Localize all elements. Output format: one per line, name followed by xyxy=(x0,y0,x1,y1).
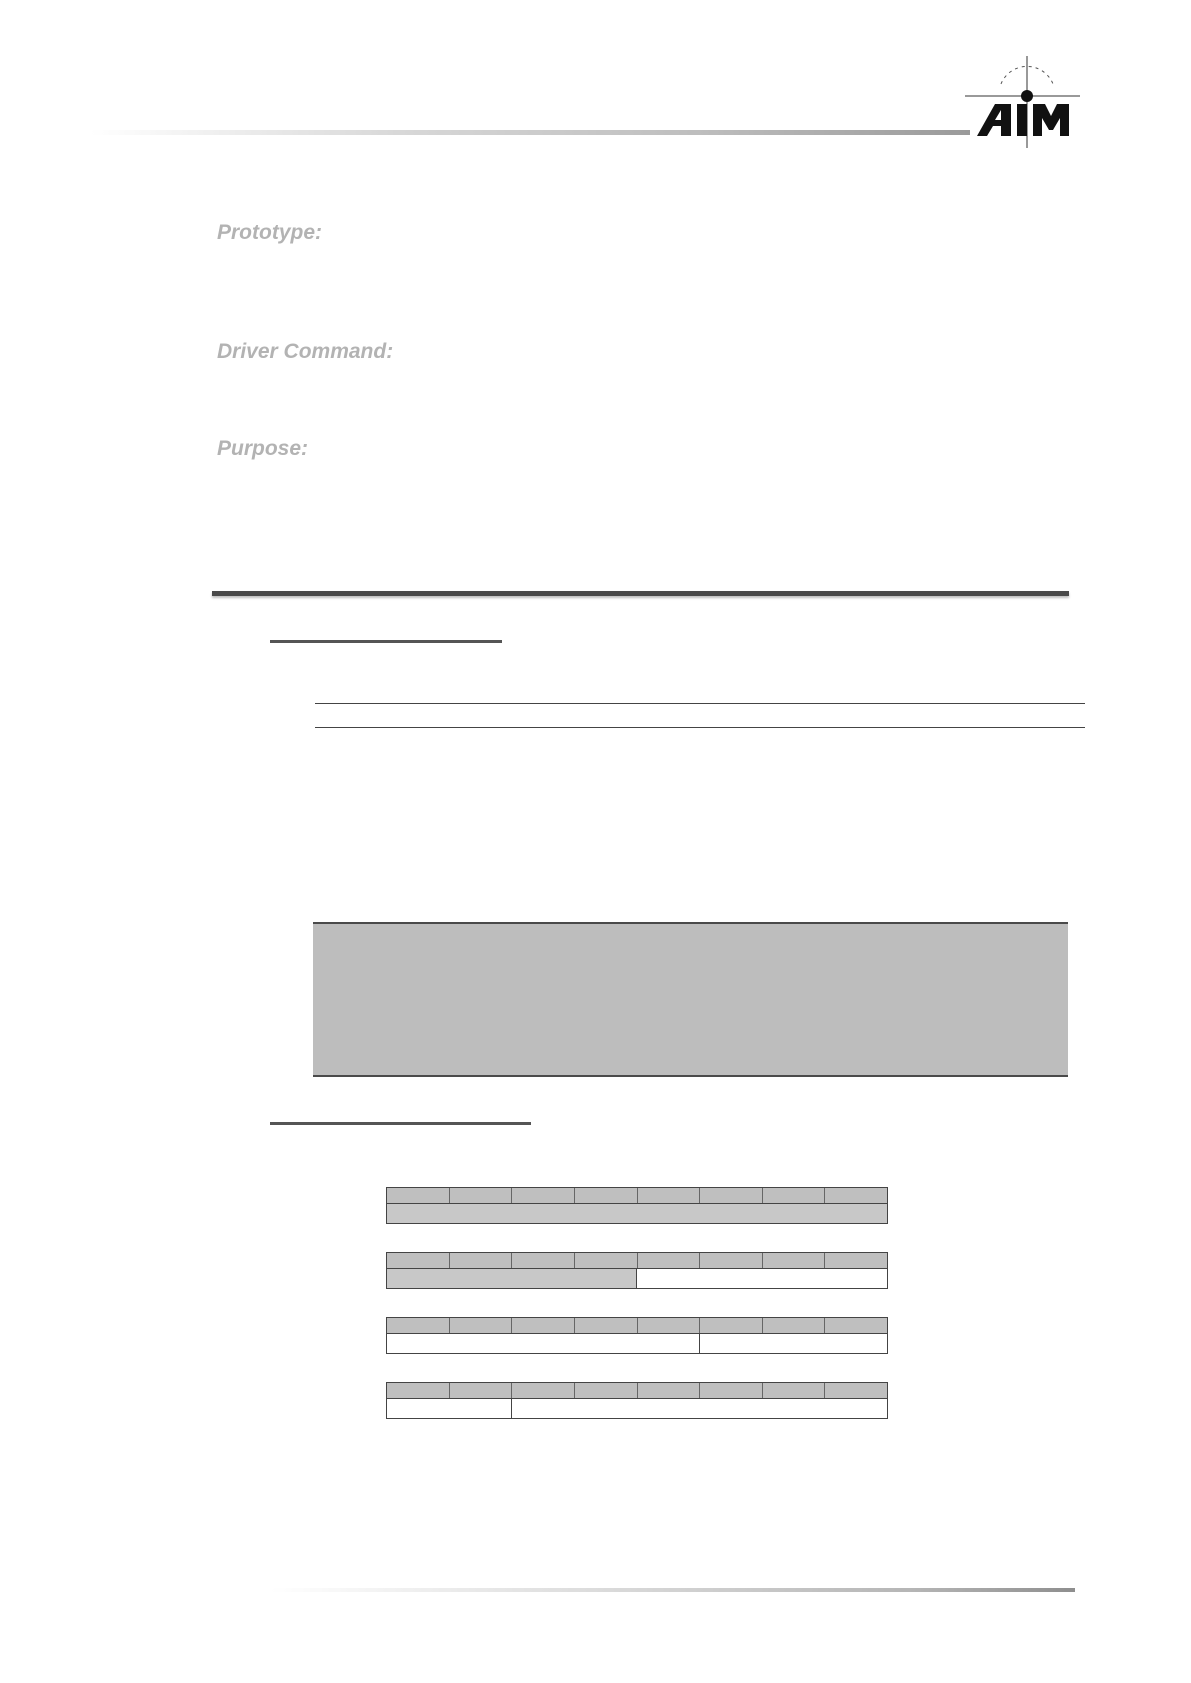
bit-cell xyxy=(450,1253,513,1268)
bit-cell xyxy=(575,1383,638,1398)
aim-logo xyxy=(965,56,1080,148)
bit-table xyxy=(386,1317,888,1354)
bit-cell xyxy=(387,1253,450,1268)
bit-field-row xyxy=(386,1204,888,1224)
bit-cell xyxy=(575,1318,638,1333)
bit-cell xyxy=(512,1188,575,1203)
header-rule xyxy=(90,130,970,135)
table-top-rule xyxy=(315,703,1085,704)
bit-cell xyxy=(825,1253,887,1268)
bit-cell xyxy=(387,1188,450,1203)
bit-cell xyxy=(387,1383,450,1398)
subheading-underline-1 xyxy=(270,640,502,643)
table-header-rule xyxy=(315,727,1085,728)
bit-cell xyxy=(638,1188,701,1203)
bit-cell xyxy=(825,1383,887,1398)
driver-command-label: Driver Command: xyxy=(217,340,394,363)
subheading-underline-2 xyxy=(270,1122,531,1125)
bit-cell xyxy=(512,1383,575,1398)
bit-cell xyxy=(512,1318,575,1333)
bit-field xyxy=(387,1334,700,1353)
bit-cell xyxy=(763,1318,826,1333)
bit-cell xyxy=(450,1188,513,1203)
bit-header-row xyxy=(386,1252,888,1269)
bit-cell xyxy=(512,1253,575,1268)
bit-field xyxy=(512,1399,887,1418)
prototype-label: Prototype: xyxy=(217,221,322,244)
bit-header-row xyxy=(386,1317,888,1334)
bit-cell xyxy=(763,1188,826,1203)
bit-field-row xyxy=(386,1334,888,1354)
bit-cell xyxy=(700,1383,763,1398)
bit-cell xyxy=(575,1253,638,1268)
bit-field-row xyxy=(386,1399,888,1419)
bit-cell xyxy=(825,1318,887,1333)
bit-table xyxy=(386,1252,888,1289)
bit-cell xyxy=(700,1188,763,1203)
bit-table xyxy=(386,1382,888,1419)
bit-cell xyxy=(700,1253,763,1268)
bit-cell xyxy=(638,1253,701,1268)
bit-cell xyxy=(450,1383,513,1398)
purpose-label: Purpose: xyxy=(217,437,309,460)
bit-cell xyxy=(450,1318,513,1333)
bit-cell xyxy=(387,1318,450,1333)
bit-field xyxy=(700,1334,888,1353)
bit-header-row xyxy=(386,1187,888,1204)
section-divider xyxy=(212,591,1069,596)
bit-cell xyxy=(575,1188,638,1203)
bit-cell xyxy=(638,1318,701,1333)
bit-field xyxy=(387,1269,637,1288)
bit-table xyxy=(386,1187,888,1224)
bit-cell xyxy=(763,1383,826,1398)
bit-header-row xyxy=(386,1382,888,1399)
bit-cell xyxy=(638,1383,701,1398)
bit-field-row xyxy=(386,1269,888,1289)
bit-cell xyxy=(700,1318,763,1333)
footer-rule xyxy=(270,1588,1075,1592)
bit-cell xyxy=(825,1188,887,1203)
bit-field xyxy=(387,1204,887,1223)
bit-field xyxy=(637,1269,887,1288)
bit-cell xyxy=(763,1253,826,1268)
bit-field xyxy=(387,1399,512,1418)
shaded-note-box xyxy=(313,922,1068,1077)
